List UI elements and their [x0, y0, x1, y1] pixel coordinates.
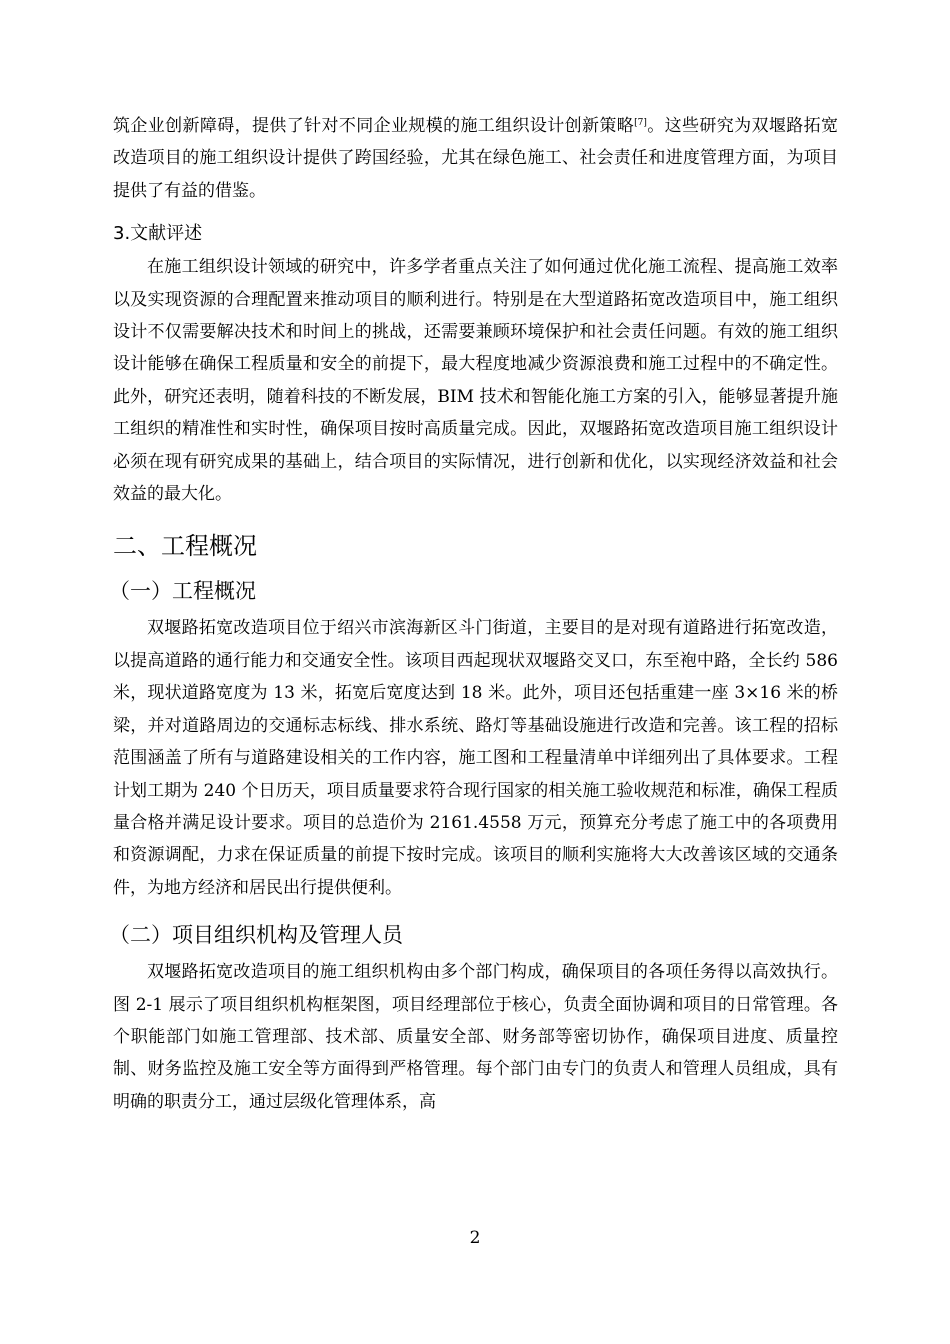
intro-paragraph: [113, 110, 838, 207]
sub2-heading: （二）项目组织机构及管理人员: [109, 923, 403, 948]
page-number: 2: [469, 1228, 481, 1248]
intro-text-after-ref: 。这些研究为双堰路拓宽改造项目的施工组织设计提供了跨国经验，尤其在绿色施工、社会责任和进度管理方面，为项目提供了有益的借鉴。: [113, 116, 839, 201]
sub2-paragraph: 双堰路拓宽改造项目的施工组织机构由多个部门构成，确保项目的各项任务得以高效执行。图 2-1 展示了项目组织机构框架图，项目经理部位于核心，负责全面协调和项目的日常管理。各个职能部门如施工管理部、技术部、质量安全部、财务部等密切协作，确保项目进度、质量控制、财务监控及施工安全等方面得到严格管理。每个部门由专门的负责人和管理人员组成，具有明确的职责分工，通过层级化管理体系，高: [113, 962, 838, 1112]
sub1-paragraph: 双堰路拓宽改造项目位于绍兴市滨海新区斗门街道，主要目的是对现有道路进行拓宽改造，以提高道路的通行能力和交通安全性。该项目西起现状双堰路交叉口，东至袍中路，全长约 586 米，现状道路宽度为 13 米，拓宽后宽度达到 18 米。此外，项目还包括重建一座 3×16 米的桥梁，并对道路周边的交通标志标线、排水系统、路灯等基础设施进行改造和完善。该工程的招标范围涵盖了所有与道路建设相关的工作内容，施工图和工程量清单中详细列出了具体要求。工程计划工期为 240 个日历天，项目质量要求符合现行国家的相关施工验收规范和标准，确保工程质量合格并满足设计要求。项目的总造价为 2161.4558 万元，预算充分考虑了施工中的各项费用和资源调配，力求在保证质量的前提下按时完成。该项目的顺利实施将大大改善该区域的交通条件，为地方经济和居民出行提供便利。: [113, 618, 838, 898]
citation-ref: [7]: [634, 118, 647, 128]
sub1-heading: （一）工程概况: [109, 579, 256, 604]
section3-paragraph: 在施工组织设计领域的研究中，许多学者重点关注了如何通过优化施工流程、提高施工效率以及实现资源的合理配置来推动项目的顺利进行。特别是在大型道路拓宽改造项目中，施工组织设计不仅需要解决技术和时间上的挑战，还需要兼顾环境保护和社会责任问题。有效的施工组织设计能够在确保工程质量和安全的前提下，最大程度地减少资源浪费和施工过程中的不确定性。此外，研究还表明，随着科技的不断发展，BIM 技术和智能化施工方案的引入，能够显著提升施工组织的精准性和实时性，确保项目按时高质量完成。因此，双堰路拓宽改造项目施工组织设计必须在现有研究成果的基础上，结合项目的实际情况，进行创新和优化，以实现经济效益和社会效益的最大化。: [113, 257, 838, 505]
chapter2-heading: 二、工程概况: [113, 532, 257, 561]
section3-heading: 3.文献评述: [113, 223, 203, 245]
document-page: [109, 110, 839, 1118]
intro-text-before-ref: 筑企业创新障碍，提供了针对不同企业规模的施工组织设计创新策略: [113, 116, 635, 136]
